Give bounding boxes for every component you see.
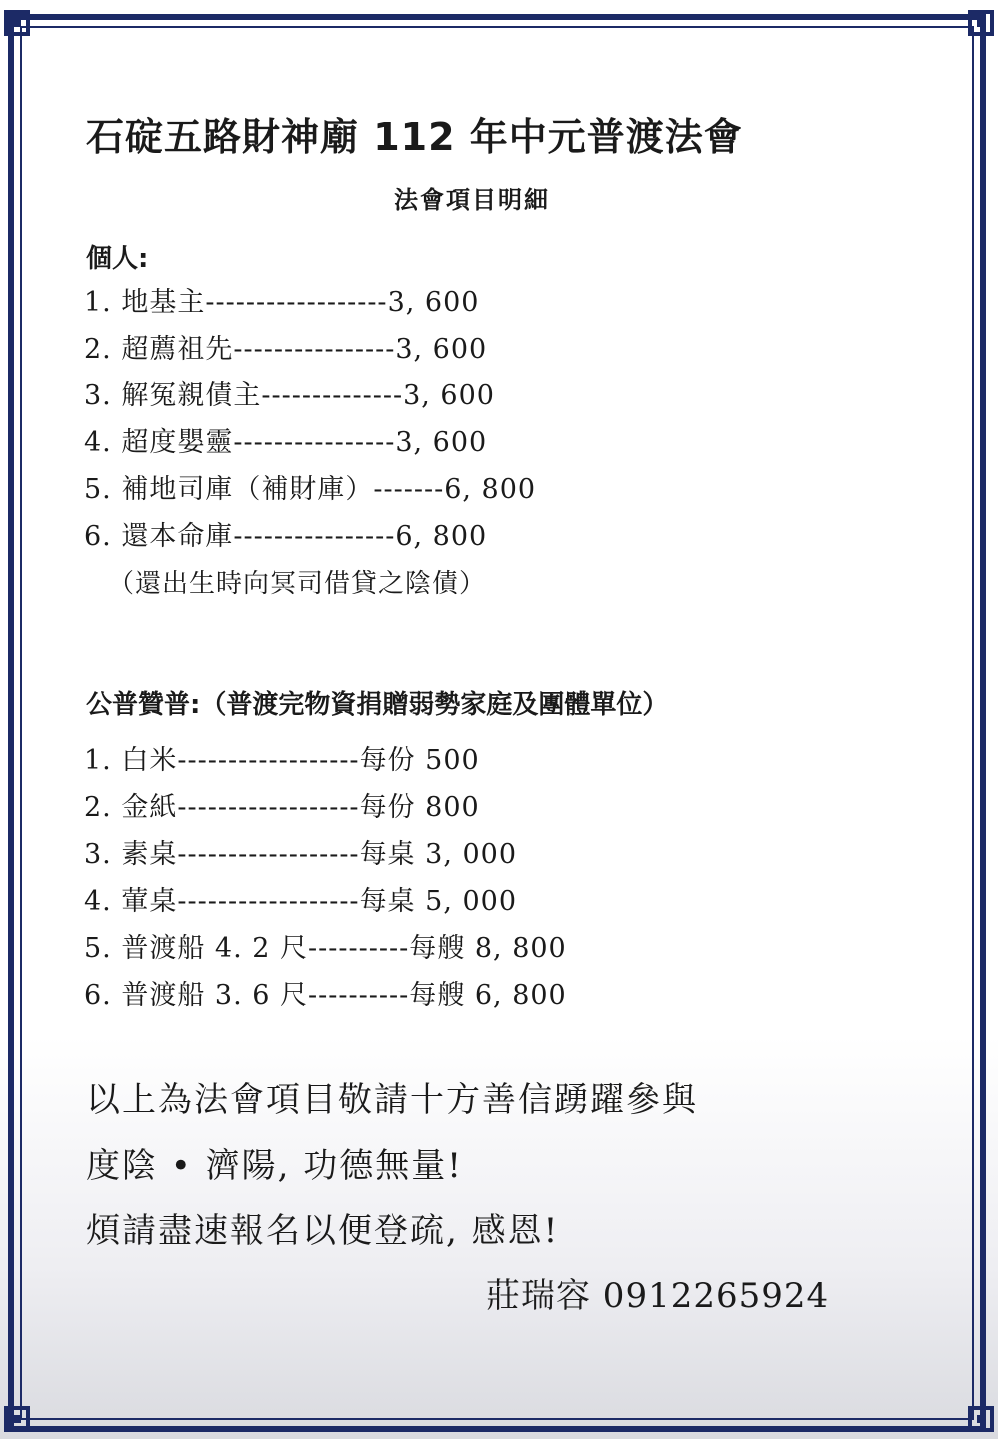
page-subtitle: 法會項目明細	[394, 186, 550, 214]
item-dashes: ----------------	[233, 521, 396, 552]
item-label: 1. 白米	[84, 745, 178, 776]
item-label: 4. 葷桌	[84, 886, 178, 917]
item-note: （還出生時向冥司借貸之陰債）	[108, 569, 487, 599]
item-dashes: ------------------	[177, 745, 360, 776]
list-item	[84, 976, 567, 1016]
list-item	[84, 283, 479, 323]
closing-line-1: 以上為法會項目敬請十方善信踴躍參與	[86, 1080, 698, 1120]
item-dashes: ------------------	[177, 839, 360, 870]
item-price: 每桌 5, 000	[359, 886, 518, 917]
item-dashes: ------------------	[205, 287, 388, 318]
list-item	[84, 835, 517, 875]
list-item	[84, 517, 487, 557]
item-price: 每份 800	[359, 792, 480, 823]
list-item	[84, 741, 480, 781]
corner-ornament-icon	[966, 8, 996, 38]
item-label: 2. 超薦祖先	[84, 334, 234, 365]
item-label: 6. 還本命庫	[84, 521, 234, 552]
item-price: 每份 500	[359, 745, 480, 776]
item-price: 3, 600	[395, 427, 488, 458]
item-label: 5. 普渡船 4. 2 尺	[84, 933, 309, 964]
list-item	[84, 376, 495, 416]
item-price: 6, 800	[444, 474, 537, 505]
item-label: 3. 素桌	[84, 839, 178, 870]
corner-ornament-icon	[2, 8, 32, 38]
item-price: 6, 800	[395, 521, 488, 552]
item-dashes: ----------------	[233, 334, 396, 365]
item-dashes: --------------	[261, 380, 404, 411]
section-heading-public: 公普贊普:（普渡完物資捐贈弱勢家庭及團體單位）	[86, 690, 669, 720]
list-item	[84, 788, 480, 828]
list-item	[84, 882, 517, 922]
item-label: 1. 地基主	[84, 287, 206, 318]
item-dashes: -------	[373, 474, 445, 505]
section-heading-individual: 個人:	[86, 244, 149, 274]
item-label: 5. 補地司庫（補財庫）	[84, 474, 374, 505]
contact-info: 莊瑞容 0912265924	[486, 1276, 830, 1316]
corner-ornament-icon	[2, 1404, 32, 1434]
item-price: 每桌 3, 000	[359, 839, 518, 870]
item-dashes: ----------	[308, 933, 410, 964]
list-item	[84, 423, 487, 463]
item-label: 3. 解冤親債主	[84, 380, 262, 411]
item-dashes: ----------	[308, 980, 410, 1011]
list-item	[84, 470, 536, 510]
item-price: 3, 600	[395, 334, 488, 365]
page-title: 石碇五路財神廟 112 年中元普渡法會	[86, 115, 743, 159]
item-label: 6. 普渡船 3. 6 尺	[84, 980, 309, 1011]
item-label: 4. 超度嬰靈	[84, 427, 234, 458]
closing-line-3: 煩請盡速報名以便登疏, 感恩!	[86, 1211, 560, 1251]
item-price: 每艘 6, 800	[409, 980, 567, 1011]
list-item	[84, 929, 567, 969]
closing-line-2: 度陰 • 濟陽, 功德無量!	[86, 1146, 463, 1186]
item-dashes: ----------------	[233, 427, 396, 458]
corner-ornament-icon	[966, 1404, 996, 1434]
item-label: 2. 金紙	[84, 792, 178, 823]
item-price: 3, 600	[403, 380, 495, 411]
list-item	[84, 330, 487, 370]
item-dashes: ------------------	[177, 792, 360, 823]
item-price: 3, 600	[387, 287, 480, 318]
item-price: 每艘 8, 800	[409, 933, 567, 964]
item-dashes: ------------------	[177, 886, 360, 917]
